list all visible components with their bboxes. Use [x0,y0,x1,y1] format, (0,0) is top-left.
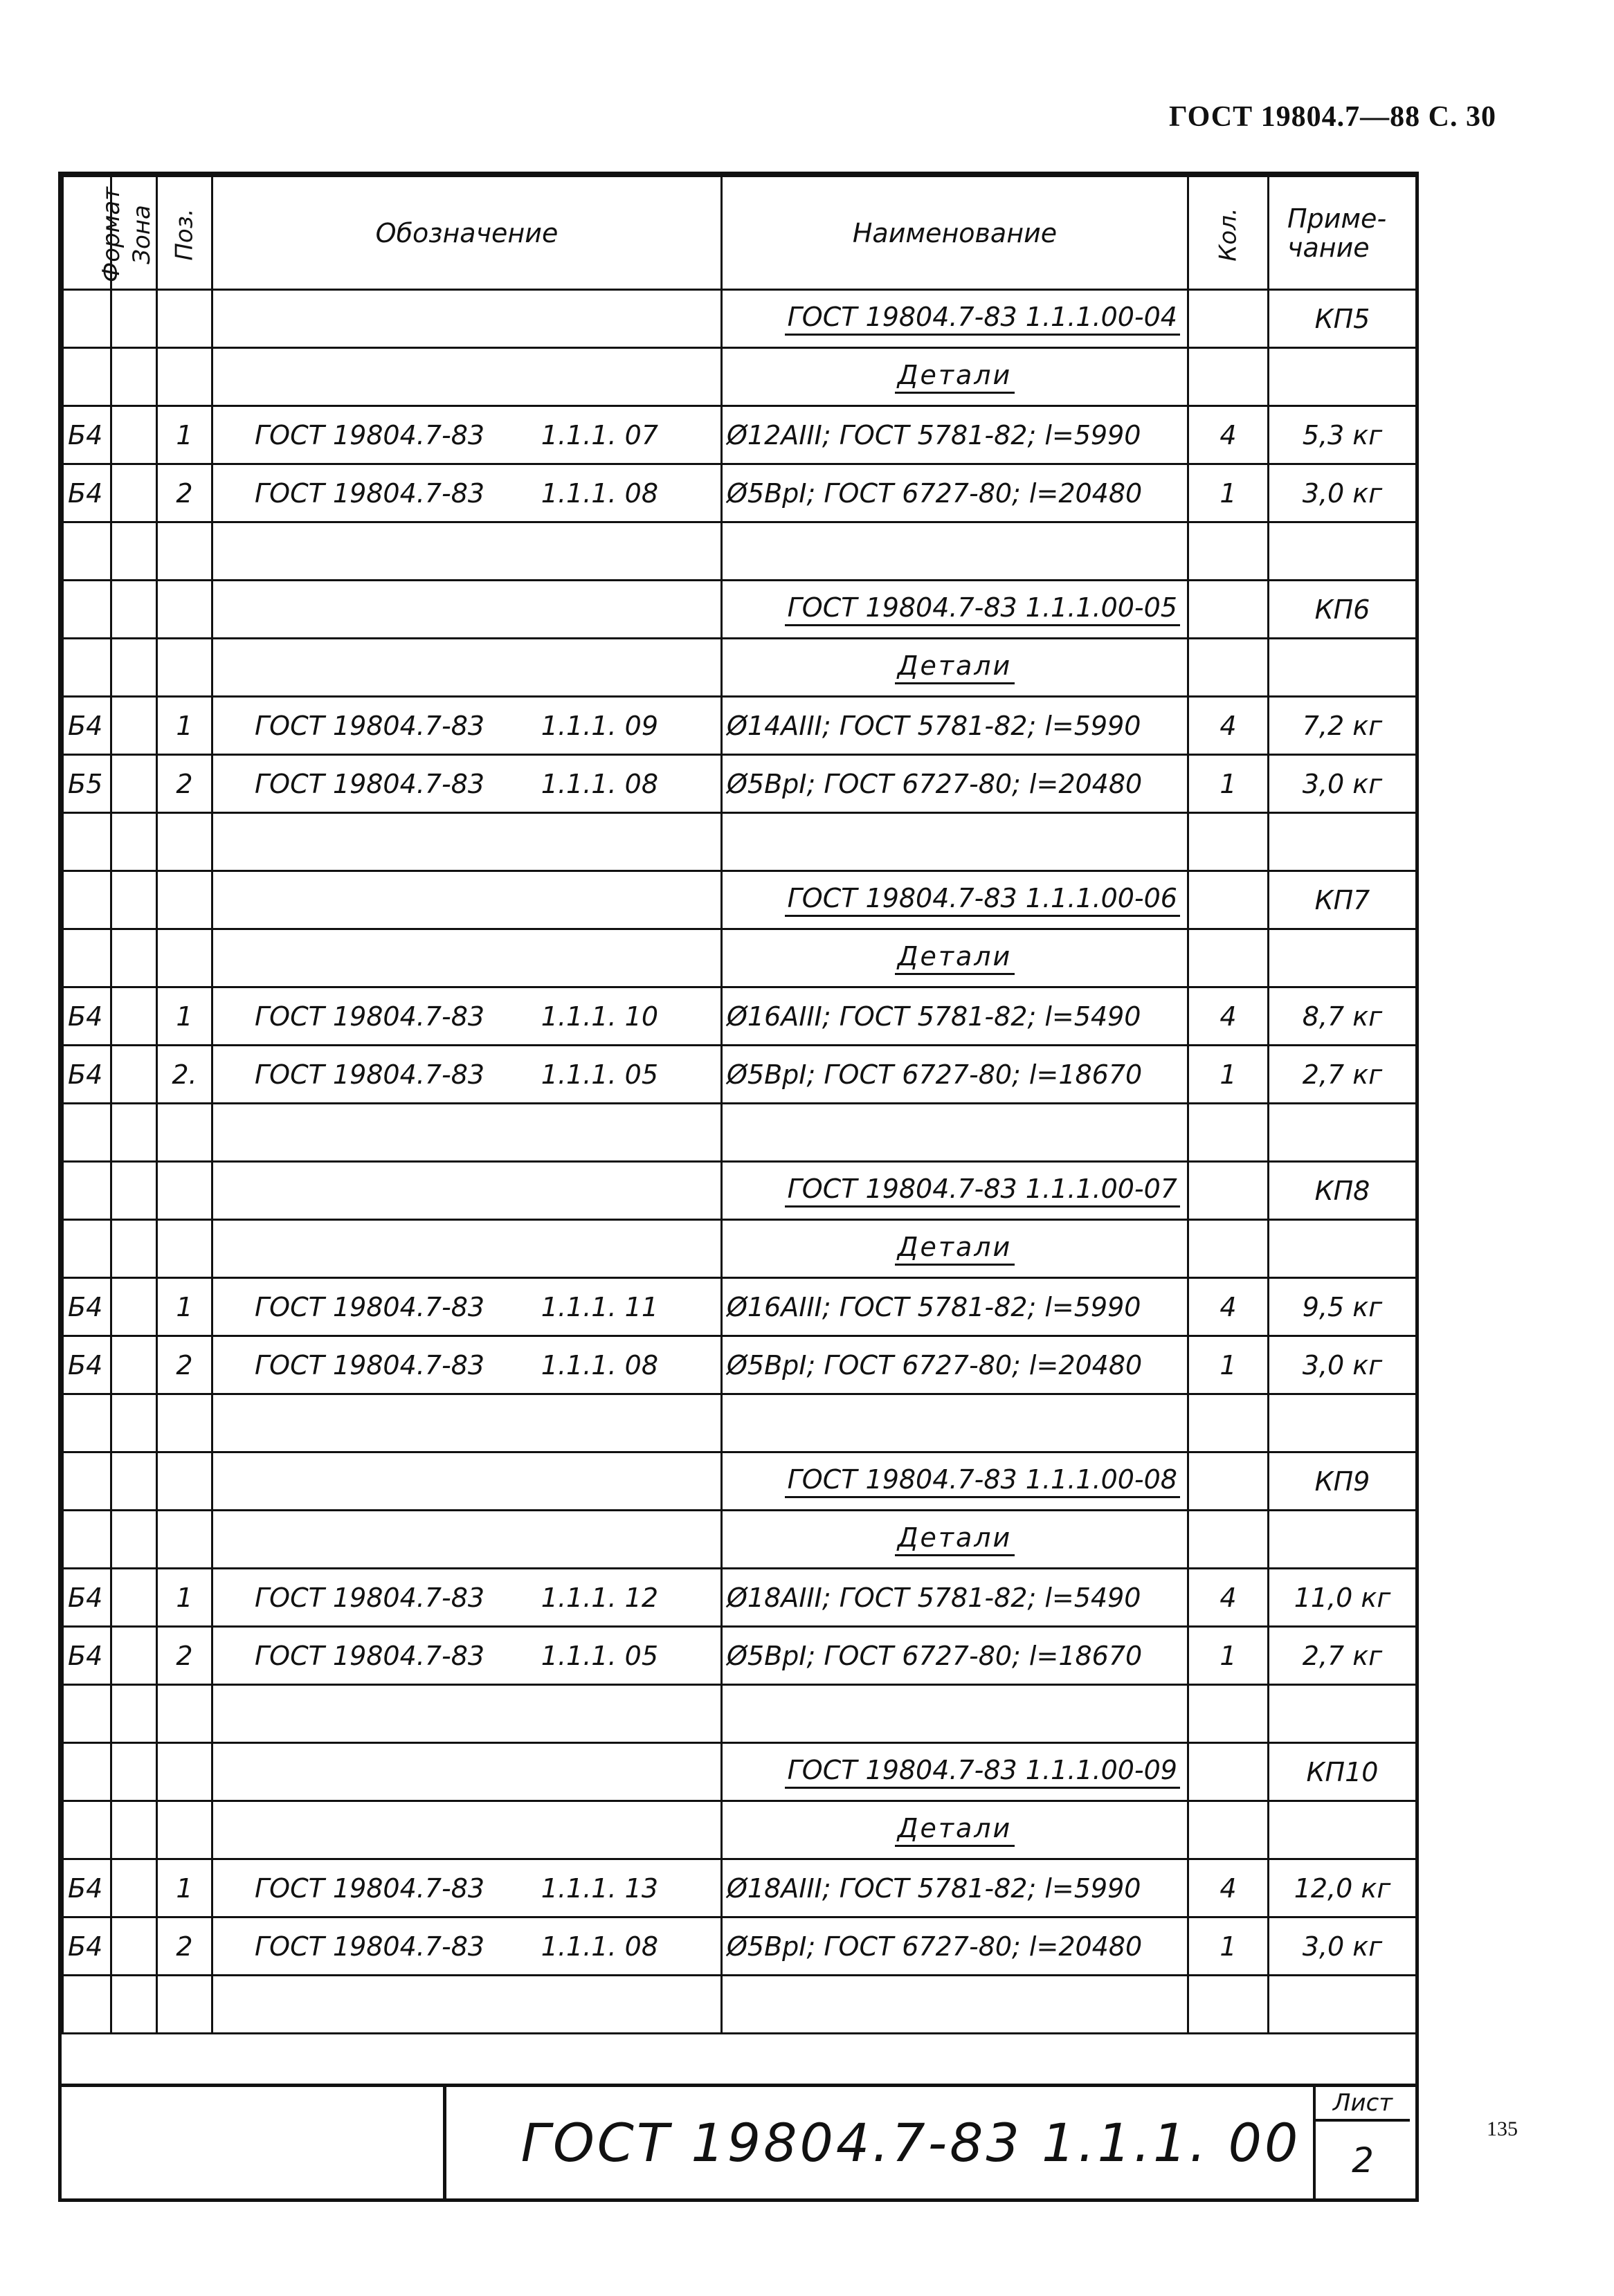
section-title: Детали [895,941,1015,975]
format-cell [63,1220,111,1278]
format-cell [63,813,111,871]
note-cell [1269,522,1417,581]
designation-code: 1.1.1. 05 [541,1640,658,1671]
format-cell: Б4 [63,464,111,522]
assembly-title: ГОСТ 19804.7-83 1.1.1.00-07 [785,1174,1180,1208]
designation-code: 1.1.1. 12 [541,1582,658,1613]
note-cell [1269,1685,1417,1743]
name-cell [722,1104,1188,1162]
quantity-cell [1188,813,1269,871]
position-cell [157,639,212,697]
zone-cell [111,348,157,406]
quantity-cell [1188,871,1269,929]
sheet-number: 2 [1313,2122,1410,2198]
designation-cell [212,871,722,929]
format-cell: Б4 [63,1917,111,1976]
section-row [63,1511,1417,1569]
note-cell: 11,0 кг [1269,1569,1417,1627]
section-title-cell [722,1801,1188,1859]
designation-code: 1.1.1. 08 [541,768,658,799]
name-cell: Ø14АIII; ГОСТ 5781-82; l=5990 [722,697,1188,755]
quantity-cell: 1 [1188,1627,1269,1685]
zone-cell [111,1511,157,1569]
format-cell [63,348,111,406]
zone-cell [111,813,157,871]
quantity-cell: 1 [1188,1917,1269,1976]
position-cell [157,1162,212,1220]
designation-code: 1.1.1. 08 [541,1931,658,1962]
quantity-cell: 1 [1188,1046,1269,1104]
note-cell [1269,1511,1417,1569]
note-cell [1269,1976,1417,2034]
section-row [63,348,1417,406]
format-cell [63,1743,111,1801]
assembly-title-cell [722,290,1188,348]
assembly-title: ГОСТ 19804.7-83 1.1.1.00-04 [785,302,1180,336]
assembly-title-cell [722,871,1188,929]
column-header-note: Приме- чание [1269,176,1417,290]
note-cell [1269,1220,1417,1278]
designation-cell [212,464,722,522]
quantity-cell [1188,1685,1269,1743]
name-cell: Ø5ВрI; ГОСТ 6727-80; l=20480 [722,1917,1188,1976]
note-cell: 8,7 кг [1269,987,1417,1046]
position-cell [157,522,212,581]
format-cell: Б4 [63,1046,111,1104]
designation-standard: ГОСТ 19804.7-83 [255,419,485,450]
format-cell [63,1976,111,2034]
format-cell [63,1801,111,1859]
section-row [63,639,1417,697]
name-cell: Ø5ВрI; ГОСТ 6727-80; l=18670 [722,1627,1188,1685]
table-row [63,1336,1417,1394]
position-cell [157,1452,212,1511]
position-cell [157,290,212,348]
position-cell: 2 [157,464,212,522]
designation-standard: ГОСТ 19804.7-83 [255,1059,485,1090]
zone-cell [111,1046,157,1104]
assembly-mark-cell: КП5 [1269,290,1417,348]
note-cell [1269,348,1417,406]
name-cell: Ø12АIII; ГОСТ 5781-82; l=5990 [722,406,1188,464]
designation-cell [212,348,722,406]
format-cell [63,1104,111,1162]
quantity-cell [1188,1394,1269,1452]
designation-cell [212,1743,722,1801]
quantity-cell [1188,1162,1269,1220]
quantity-cell [1188,1743,1269,1801]
title-block [62,2084,1415,2198]
section-title: Детали [895,650,1015,684]
quantity-cell: 4 [1188,1569,1269,1627]
name-cell: Ø16АIII; ГОСТ 5781-82; l=5490 [722,987,1188,1046]
note-cell [1269,1104,1417,1162]
position-cell: 2 [157,1336,212,1394]
section-title-cell [722,929,1188,987]
column-header-name: Наименование [722,176,1188,290]
table-body [63,290,1417,2034]
format-cell [63,1452,111,1511]
note-cell [1269,929,1417,987]
designation-cell [212,1104,722,1162]
assembly-title-cell [722,1452,1188,1511]
quantity-cell [1188,1452,1269,1511]
designation-standard: ГОСТ 19804.7-83 [255,1931,485,1962]
position-cell [157,929,212,987]
empty-row [63,522,1417,581]
section-title: Детали [895,360,1015,394]
position-cell: 2 [157,1917,212,1976]
designation-cell [212,813,722,871]
note-cell: 2,7 кг [1269,1046,1417,1104]
name-cell [722,1976,1188,2034]
title-block-empty-cell [62,2087,446,2198]
zone-cell [111,1627,157,1685]
specification-table [62,175,1417,2034]
quantity-cell: 1 [1188,755,1269,813]
zone-cell [111,1743,157,1801]
designation-cell [212,1569,722,1627]
designation-cell [212,929,722,987]
position-cell [157,1743,212,1801]
zone-cell [111,1801,157,1859]
section-title: Детали [895,1522,1015,1556]
table-row [63,1859,1417,1917]
designation-cell [212,1220,722,1278]
format-cell: Б4 [63,406,111,464]
zone-cell [111,1917,157,1976]
format-cell: Б4 [63,1278,111,1336]
designation-standard: ГОСТ 19804.7-83 [255,1291,485,1322]
zone-cell [111,1976,157,2034]
format-cell [63,522,111,581]
zone-cell [111,1278,157,1336]
designation-cell [212,1278,722,1336]
zone-cell [111,697,157,755]
designation-cell [212,1336,722,1394]
empty-row [63,813,1417,871]
format-cell: Б4 [63,987,111,1046]
zone-cell [111,464,157,522]
assembly-title: ГОСТ 19804.7-83 1.1.1.00-08 [785,1464,1180,1498]
quantity-cell [1188,1976,1269,2034]
empty-row [63,1394,1417,1452]
assembly-row [63,581,1417,639]
designation-cell [212,1801,722,1859]
designation-cell [212,697,722,755]
note-cell: 9,5 кг [1269,1278,1417,1336]
designation-standard: ГОСТ 19804.7-83 [255,1582,485,1613]
quantity-cell [1188,1104,1269,1162]
format-cell [63,290,111,348]
format-cell: Б4 [63,1569,111,1627]
zone-cell [111,1104,157,1162]
designation-standard: ГОСТ 19804.7-83 [255,768,485,799]
quantity-cell: 4 [1188,987,1269,1046]
position-cell [157,348,212,406]
position-cell: 1 [157,1569,212,1627]
position-cell [157,1801,212,1859]
designation-code: 1.1.1. 07 [541,419,658,450]
designation-cell [212,522,722,581]
assembly-title: ГОСТ 19804.7-83 1.1.1.00-05 [785,592,1180,626]
table-header-row [63,176,1417,290]
zone-cell [111,1220,157,1278]
format-cell [63,1162,111,1220]
zone-cell [111,1162,157,1220]
format-cell: Б5 [63,755,111,813]
section-row [63,929,1417,987]
table-row [63,406,1417,464]
assembly-row [63,1743,1417,1801]
table-row [63,1917,1417,1976]
zone-cell [111,1394,157,1452]
designation-standard: ГОСТ 19804.7-83 [255,1640,485,1671]
designation-cell [212,1452,722,1511]
quantity-cell: 4 [1188,1859,1269,1917]
name-cell: Ø18АIII; ГОСТ 5781-82; l=5490 [722,1569,1188,1627]
designation-code: 1.1.1. 10 [541,1001,658,1032]
quantity-cell: 1 [1188,1336,1269,1394]
table-row [63,1627,1417,1685]
empty-row [63,1685,1417,1743]
zone-cell [111,581,157,639]
quantity-cell: 4 [1188,406,1269,464]
position-cell [157,1104,212,1162]
quantity-cell [1188,581,1269,639]
designation-cell [212,1917,722,1976]
designation-cell [212,581,722,639]
note-cell: 2,7 кг [1269,1627,1417,1685]
assembly-mark-cell: КП9 [1269,1452,1417,1511]
name-cell [722,1394,1188,1452]
quantity-cell: 4 [1188,1278,1269,1336]
assembly-title: ГОСТ 19804.7-83 1.1.1.00-06 [785,883,1180,917]
note-cell: 12,0 кг [1269,1859,1417,1917]
sheet-label: Лист [1313,2087,1410,2122]
zone-cell [111,1336,157,1394]
table-row [63,697,1417,755]
empty-row [63,1104,1417,1162]
quantity-cell [1188,1220,1269,1278]
position-cell: 1 [157,697,212,755]
column-header-zone: Зона [111,176,157,290]
designation-cell [212,1627,722,1685]
table-row [63,1278,1417,1336]
format-cell [63,871,111,929]
format-cell [63,639,111,697]
assembly-mark-cell: КП8 [1269,1162,1417,1220]
assembly-row [63,871,1417,929]
zone-cell [111,929,157,987]
name-cell [722,522,1188,581]
zone-cell [111,639,157,697]
zone-cell [111,1452,157,1511]
name-cell: Ø18АIII; ГОСТ 5781-82; l=5990 [722,1859,1188,1917]
zone-cell [111,1685,157,1743]
position-cell: 1 [157,987,212,1046]
quantity-cell [1188,348,1269,406]
quantity-cell [1188,929,1269,987]
designation-cell [212,1685,722,1743]
assembly-row [63,290,1417,348]
designation-code: 1.1.1. 13 [541,1873,658,1904]
designation-code: 1.1.1. 09 [541,710,658,741]
format-cell [63,1394,111,1452]
designation-cell [212,290,722,348]
assembly-mark-cell: КП7 [1269,871,1417,929]
position-cell [157,871,212,929]
note-cell: 7,2 кг [1269,697,1417,755]
column-header-qty: Кол. [1188,176,1269,290]
assembly-title-cell [722,1162,1188,1220]
note-cell: 3,0 кг [1269,1917,1417,1976]
quantity-cell [1188,522,1269,581]
assembly-row [63,1162,1417,1220]
zone-cell [111,1859,157,1917]
zone-cell [111,755,157,813]
position-cell: 1 [157,406,212,464]
assembly-row [63,1452,1417,1511]
designation-standard: ГОСТ 19804.7-83 [255,477,485,509]
empty-row [63,1976,1417,2034]
position-cell: 1 [157,1859,212,1917]
name-cell [722,813,1188,871]
position-cell [157,1220,212,1278]
note-cell: 3,0 кг [1269,1336,1417,1394]
designation-cell [212,406,722,464]
name-cell: Ø5ВрI; ГОСТ 6727-80; l=20480 [722,464,1188,522]
designation-cell [212,755,722,813]
format-cell [63,1511,111,1569]
format-cell: Б4 [63,697,111,755]
designation-code: 1.1.1. 08 [541,477,658,509]
format-cell: Б4 [63,1627,111,1685]
position-cell: 1 [157,1278,212,1336]
designation-code: 1.1.1. 08 [541,1349,658,1381]
note-cell [1269,639,1417,697]
table-row [63,1569,1417,1627]
note-cell [1269,1394,1417,1452]
note-cell: 3,0 кг [1269,464,1417,522]
section-title-cell [722,1511,1188,1569]
designation-cell [212,639,722,697]
section-title: Детали [895,1813,1015,1847]
note-cell [1269,1801,1417,1859]
quantity-cell [1188,1511,1269,1569]
assembly-title-cell [722,581,1188,639]
designation-cell [212,1394,722,1452]
section-row [63,1220,1417,1278]
designation-cell [212,1046,722,1104]
section-title-cell [722,639,1188,697]
note-cell: 3,0 кг [1269,755,1417,813]
table-row [63,987,1417,1046]
position-cell: 2. [157,1046,212,1104]
zone-cell [111,522,157,581]
designation-cell [212,1976,722,2034]
position-cell: 2 [157,755,212,813]
column-header-designation: Обозначение [212,176,722,290]
designation-code: 1.1.1. 11 [541,1291,658,1322]
designation-standard: ГОСТ 19804.7-83 [255,1001,485,1032]
name-cell: Ø5ВрI; ГОСТ 6727-80; l=20480 [722,755,1188,813]
zone-cell [111,987,157,1046]
quantity-cell: 1 [1188,464,1269,522]
section-title-cell [722,348,1188,406]
format-cell: Б4 [63,1336,111,1394]
format-cell: Б4 [63,1859,111,1917]
section-row [63,1801,1417,1859]
zone-cell [111,406,157,464]
name-cell [722,1685,1188,1743]
table-row [63,1046,1417,1104]
name-cell: Ø5ВрI; ГОСТ 6727-80; l=18670 [722,1046,1188,1104]
table-row [63,755,1417,813]
name-cell: Ø5ВрI; ГОСТ 6727-80; l=20480 [722,1336,1188,1394]
quantity-cell [1188,639,1269,697]
quantity-cell [1188,1801,1269,1859]
position-cell [157,1976,212,2034]
note-cell [1269,813,1417,871]
assembly-mark-cell: КП10 [1269,1743,1417,1801]
assembly-title-cell [722,1743,1188,1801]
quantity-cell: 4 [1188,697,1269,755]
name-cell: Ø16АIII; ГОСТ 5781-82; l=5990 [722,1278,1188,1336]
format-cell [63,1685,111,1743]
zone-cell [111,290,157,348]
note-cell: 5,3 кг [1269,406,1417,464]
position-cell [157,1394,212,1452]
title-block-designation: ГОСТ 19804.7-83 1.1.1. 00 [520,2112,1301,2174]
page-number: 135 [1487,2117,1518,2140]
designation-code: 1.1.1. 05 [541,1059,658,1090]
zone-cell [111,1569,157,1627]
designation-cell [212,1162,722,1220]
assembly-mark-cell: КП6 [1269,581,1417,639]
column-header-pos: Поз. [157,176,212,290]
section-title-cell [722,1220,1188,1278]
position-cell [157,1685,212,1743]
position-cell [157,1511,212,1569]
section-title: Детали [895,1232,1015,1266]
position-cell [157,813,212,871]
quantity-cell [1188,290,1269,348]
designation-standard: ГОСТ 19804.7-83 [255,1873,485,1904]
format-cell [63,581,111,639]
page-header: ГОСТ 19804.7—88 С. 30 [1168,101,1496,133]
designation-cell [212,1511,722,1569]
position-cell: 2 [157,1627,212,1685]
assembly-title: ГОСТ 19804.7-83 1.1.1.00-09 [785,1755,1180,1789]
zone-cell [111,871,157,929]
designation-standard: ГОСТ 19804.7-83 [255,1349,485,1381]
position-cell [157,581,212,639]
table-row [63,464,1417,522]
designation-standard: ГОСТ 19804.7-83 [255,710,485,741]
column-header-format: Формат [63,176,111,290]
designation-cell [212,987,722,1046]
specification-sheet [58,172,1419,2202]
format-cell [63,929,111,987]
designation-cell [212,1859,722,1917]
